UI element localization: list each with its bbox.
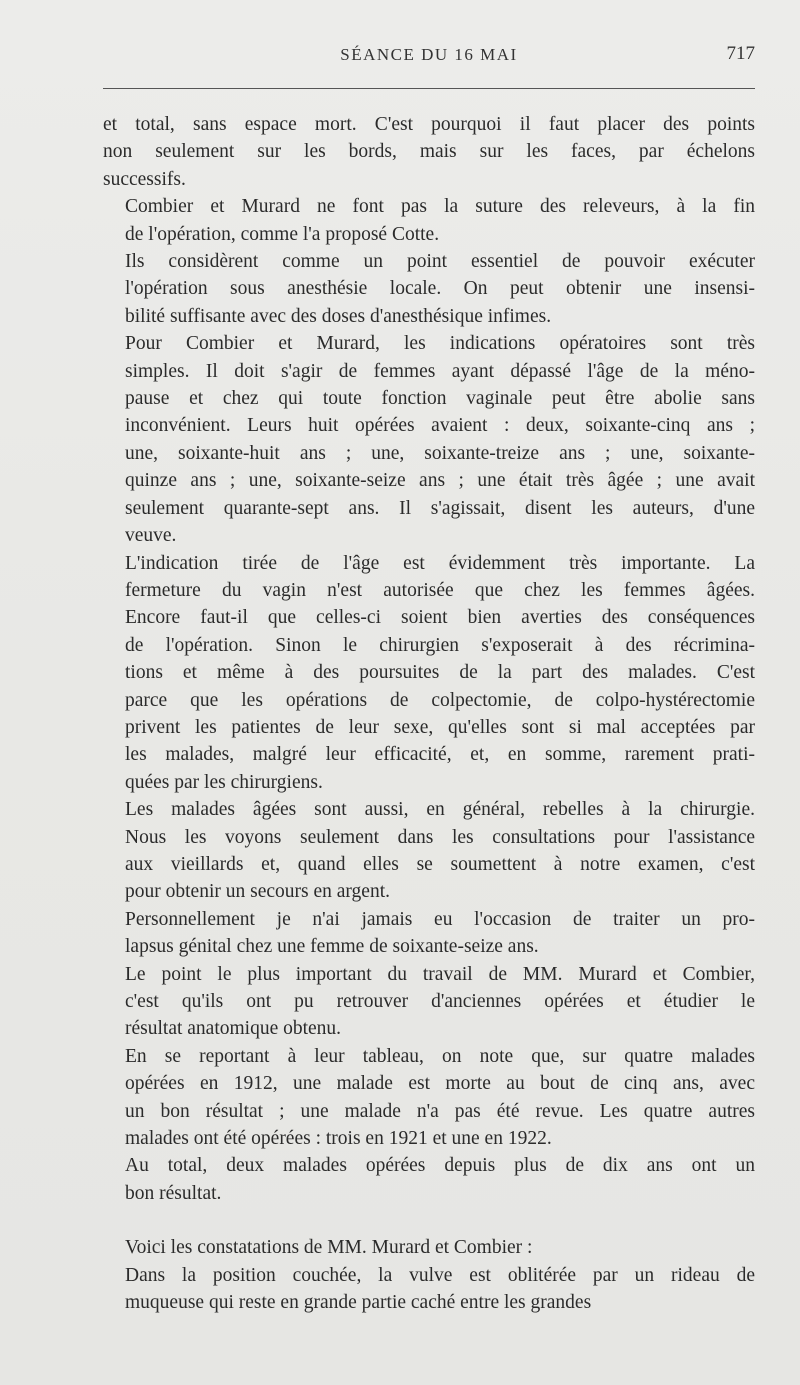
text-line: bon résultat. xyxy=(125,1182,222,1204)
text-line: Le point le plus important du travail de MM. Murard et Combier, xyxy=(125,963,755,985)
text-line: opérées en 1912, une malade est morte au bout de cinq ans, avec xyxy=(125,1073,755,1095)
text-line: veuve. xyxy=(125,525,177,547)
text-line: Combier et Murard ne font pas la suture des releveurs, à la fin xyxy=(125,196,755,218)
text-line: aux vieillards et, quand elles se soumettent à notre examen, c'est xyxy=(125,853,755,875)
text-line: fermeture du vagin n'est autorisée que chez les femmes âgées. xyxy=(125,579,755,601)
running-title: SÉANCE DU 16 MAI xyxy=(340,45,518,64)
paragraph xyxy=(103,1262,755,1317)
text-line: Encore faut-il que celles-ci soient bien averties des conséquences xyxy=(125,607,755,629)
paragraph xyxy=(103,961,755,1043)
header-rule xyxy=(103,88,755,89)
paragraph xyxy=(103,906,755,961)
text-line: Les malades âgées sont aussi, en général, rebelles à la chirurgie. xyxy=(125,799,755,821)
text-line: inconvénient. Leurs huit opérées avaient : deux, soixante-cinq ans ; xyxy=(125,415,755,437)
text-line: de l'opération. Sinon le chirurgien s'exposerait à des récrimina- xyxy=(125,634,755,656)
text-line: lapsus génital chez une femme de soixante-seize ans. xyxy=(125,936,539,958)
text-line: tions et même à des poursuites de la part des malades. C'est xyxy=(125,662,755,684)
text-line: malades ont été opérées : trois en 1921 et une en 1922. xyxy=(125,1128,552,1150)
text-line: les malades, malgré leur efficacité, et, en somme, rarement prati- xyxy=(125,744,755,766)
text-line: muqueuse qui reste en grande partie caché entre les grandes xyxy=(125,1292,592,1314)
text-line: pour obtenir un secours en argent. xyxy=(125,881,390,903)
text-line: Dans la position couchée, la vulve est oblitérée par un rideau de xyxy=(125,1264,755,1286)
text-line: bilité suffisante avec des doses d'anesthésique infimes. xyxy=(125,305,552,327)
paragraph xyxy=(103,550,755,797)
paragraph xyxy=(103,1043,755,1153)
text-line: l'opération sous anesthésie locale. On peut obtenir une insensi- xyxy=(125,278,755,300)
running-header xyxy=(103,45,755,73)
paragraph xyxy=(103,111,755,193)
text-line: simples. Il doit s'agir de femmes ayant dépassé l'âge de la méno- xyxy=(125,360,755,382)
text-line: et total, sans espace mort. C'est pourquoi il faut placer des points xyxy=(103,114,755,135)
text-line: Nous les voyons seulement dans les consultations pour l'assistance xyxy=(125,826,755,848)
page-number: 717 xyxy=(726,43,755,64)
paragraph xyxy=(103,330,755,549)
paragraph xyxy=(103,1152,755,1207)
paragraph xyxy=(103,248,755,330)
text-line: une, soixante-huit ans ; une, soixante-treize ans ; une, soixante- xyxy=(125,442,755,464)
text-line: résultat anatomique obtenu. xyxy=(125,1018,342,1040)
text-line: Pour Combier et Murard, les indications opératoires sont très xyxy=(125,333,755,355)
paragraph xyxy=(103,1234,755,1261)
text-line: Voici les constatations de MM. Murard et Combier : xyxy=(125,1237,533,1259)
text-line: quinze ans ; une, soixante-seize ans ; une était très âgée ; une avait xyxy=(125,470,755,492)
text-line: quées par les chirurgiens. xyxy=(125,771,323,793)
text-line: En se reportant à leur tableau, on note que, sur quatre malades xyxy=(125,1045,755,1067)
text-line: parce que les opérations de colpectomie, de colpo-hystérectomie xyxy=(125,689,755,711)
text-line: successifs. xyxy=(103,168,186,190)
text-line: de l'opération, comme l'a proposé Cotte. xyxy=(125,223,440,245)
text-line: pause et chez qui toute fonction vaginale peut être abolie sans xyxy=(125,388,755,410)
text-line: c'est qu'ils ont pu retrouver d'anciennes opérées et étudier le xyxy=(125,991,755,1012)
text-line: Personnellement je n'ai jamais eu l'occasion de traiter un pro- xyxy=(125,908,755,930)
text-line: non seulement sur les bords, mais sur les faces, par échelons xyxy=(103,141,755,163)
paragraph xyxy=(103,193,755,248)
text-line: Ils considèrent comme un point essentiel de pouvoir exécuter xyxy=(125,251,755,273)
body-text xyxy=(103,111,755,1316)
text-line: Au total, deux malades opérées depuis plus de dix ans ont un xyxy=(125,1155,755,1177)
text-line: L'indication tirée de l'âge est évidemment très importante. La xyxy=(125,552,755,574)
text-line: seulement quarante-sept ans. Il s'agissait, disent les auteurs, d'une xyxy=(125,497,755,519)
text-line: un bon résultat ; une malade n'a pas été revue. Les quatre autres xyxy=(125,1100,755,1122)
paragraph xyxy=(103,796,755,906)
text-line: privent les patientes de leur sexe, qu'elles sont si mal acceptées par xyxy=(125,716,755,738)
